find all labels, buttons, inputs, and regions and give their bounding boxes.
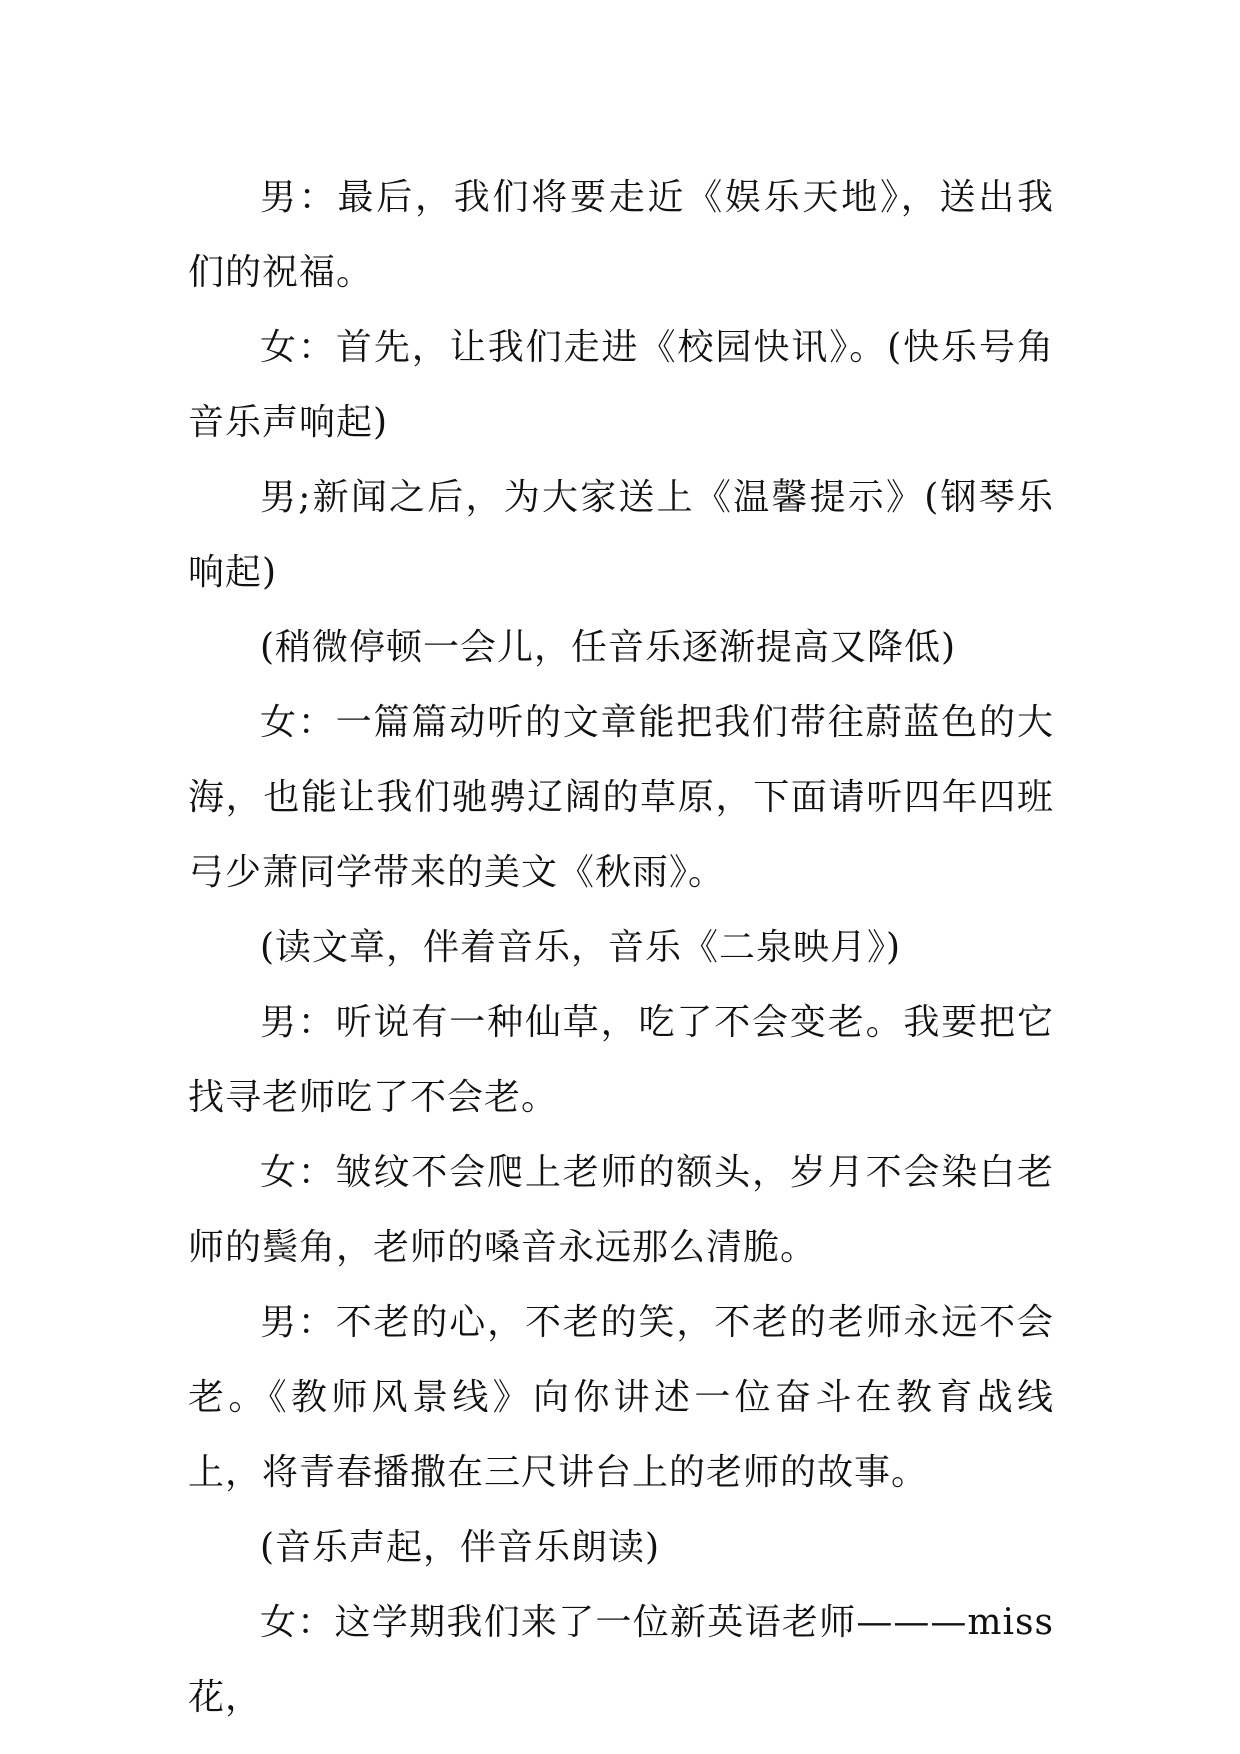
paragraph-8: 女：皱纹不会爬上老师的额头，岁月不会染白老师的鬓角，老师的嗓音永远那么清脆。 (188, 1152, 1054, 1268)
paragraph-10: (音乐声起，伴音乐朗读) (260, 1527, 661, 1568)
paragraph-1: 男：最后，我们将要走近《娱乐天地》，送出我们的祝福。 (188, 177, 1054, 293)
paragraph-9: 男：不老的心，不老的笑，不老的老师永远不会老。《教师风景线》向你讲述一位奋斗在教育战线上，将青春播撒在三尺讲台上的老师的故事。 (188, 1302, 1054, 1493)
paragraph-6: (读文章，伴着音乐，音乐《二泉映月》) (260, 927, 902, 968)
paragraph-4: (稍微停顿一会儿，任音乐逐渐提高又降低) (260, 627, 957, 668)
paragraph-11: 女：这学期我们来了一位新英语老师———miss花， (188, 1602, 1054, 1718)
paragraph-7: 男：听说有一种仙草，吃了不会变老。我要把它找寻老师吃了不会老。 (188, 1002, 1054, 1118)
paragraph-2: 女：首先，让我们走进《校园快讯》。(快乐号角音乐声响起) (188, 327, 1054, 443)
document-body (188, 160, 1054, 1735)
paragraph-3: 男;新闻之后，为大家送上《温馨提示》(钢琴乐响起) (188, 477, 1054, 593)
paragraph-5: 女：一篇篇动听的文章能把我们带往蔚蓝色的大海，也能让我们驰骋辽阔的草原，下面请听四年四班弓少萧同学带来的美文《秋雨》。 (188, 702, 1054, 893)
